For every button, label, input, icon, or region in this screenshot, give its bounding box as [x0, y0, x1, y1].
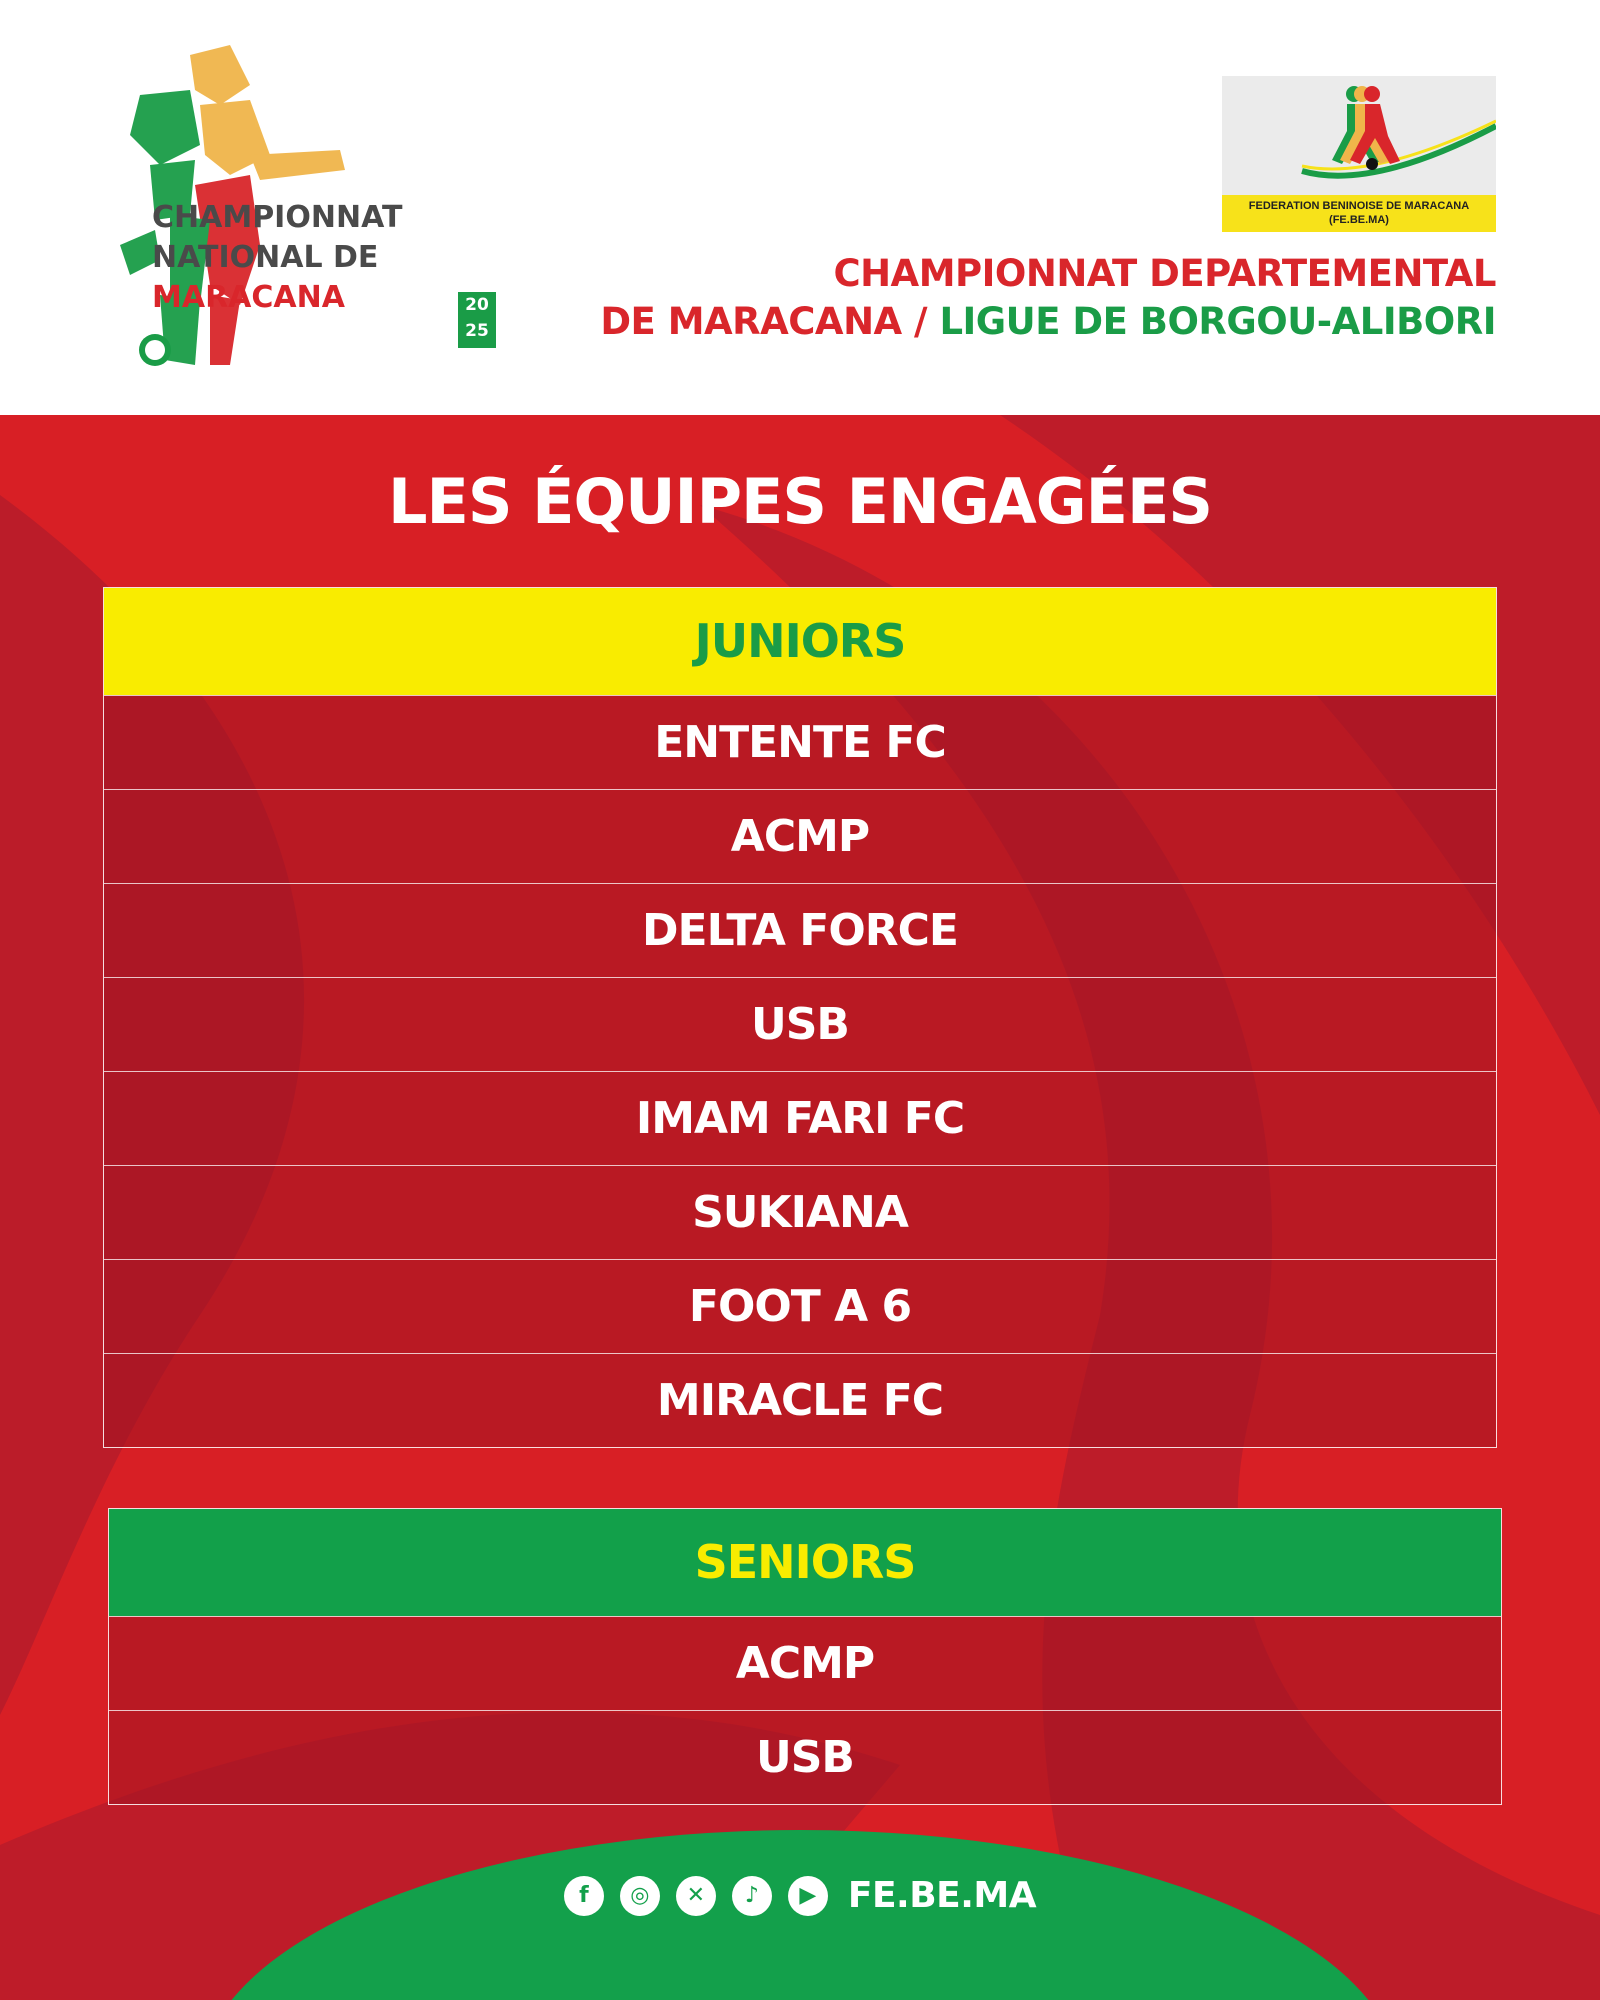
header-title-separator: / — [901, 300, 940, 343]
youtube-icon[interactable]: ▶ — [788, 1876, 828, 1916]
logo-line-3: MARACANA — [152, 280, 345, 315]
x-icon[interactable]: ✕ — [676, 1876, 716, 1916]
instagram-icon[interactable]: ◎ — [620, 1876, 660, 1916]
team-row: IMAM FARI FC — [104, 1071, 1496, 1165]
team-row: ENTENTE FC — [104, 695, 1496, 789]
logo-line-2: NATIONAL DE — [152, 240, 379, 275]
juniors-heading: JUNIORS — [104, 588, 1496, 695]
team-row: DELTA FORCE — [104, 883, 1496, 977]
team-row: FOOT A 6 — [104, 1259, 1496, 1353]
main-panel — [0, 415, 1600, 2000]
team-row: USB — [109, 1710, 1501, 1804]
header-title-line1: CHAMPIONNAT DEPARTEMENTAL — [833, 252, 1496, 295]
tiktok-icon[interactable]: ♪ — [732, 1876, 772, 1916]
runner-icon — [1222, 76, 1496, 196]
facebook-icon[interactable]: f — [564, 1876, 604, 1916]
social-handle[interactable]: FE.BE.MA — [847, 1875, 1037, 1916]
header-title-line2 — [600, 298, 1496, 346]
year-badge — [458, 292, 496, 348]
header-title-part2: LIGUE DE BORGOU-ALIBORI — [939, 300, 1496, 343]
team-row: USB — [104, 977, 1496, 1071]
page-header — [0, 0, 1600, 415]
federation-caption-line2: (FE.BE.MA) — [1329, 214, 1389, 226]
header-title-part1: DE MARACANA — [600, 300, 902, 343]
page-title: LES ÉQUIPES ENGAGÉES — [388, 465, 1212, 538]
federation-caption-line1: FEDERATION BENINOISE DE MARACANA — [1248, 200, 1470, 212]
team-row: ACMP — [104, 789, 1496, 883]
juniors-table — [103, 587, 1497, 1448]
team-row: SUKIANA — [104, 1165, 1496, 1259]
federation-caption — [1222, 195, 1496, 232]
seniors-table — [108, 1508, 1502, 1805]
social-bar — [0, 1875, 1600, 1916]
seniors-heading: SENIORS — [109, 1509, 1501, 1616]
championnat-logo-text — [152, 198, 402, 318]
logo-line-1: CHAMPIONNAT — [152, 200, 403, 235]
year-bottom: 25 — [465, 321, 489, 341]
team-row: MIRACLE FC — [104, 1353, 1496, 1447]
team-row: ACMP — [109, 1616, 1501, 1710]
federation-logo — [1222, 76, 1496, 232]
header-title — [600, 250, 1496, 346]
year-top: 20 — [465, 295, 489, 315]
